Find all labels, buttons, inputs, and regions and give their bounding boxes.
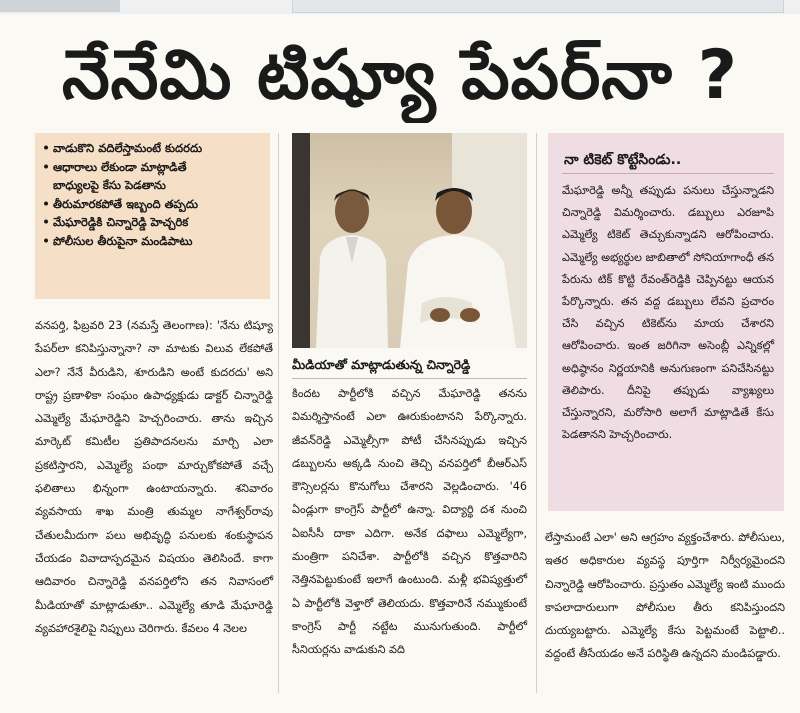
- highlight-text: బాధ్యులపై కేసు పెడతాను: [53, 178, 166, 192]
- highlight-text: మేఘారెడ్డికి చిన్నారెడ్డి హెచ్చరిక: [53, 215, 189, 229]
- highlight-text: వాడుకొని వదిలేస్తామంటే కుదరదు: [53, 141, 203, 155]
- bullet-icon: •: [42, 159, 50, 174]
- highlight-item: [39, 139, 264, 158]
- highlight-item: [39, 232, 264, 251]
- highlights-box: [35, 133, 270, 299]
- article-column-2: కిందట పార్టీలోకి వచ్చిన మేఘారెడ్డి తనను విమర్శిస్తానంటే ఎలా ఊరుకుంటానని పేర్కొన్నారు. జీవన్‌రెడ్డి ఎమ్మెల్సీగా పోటీ చేసినప్పుడు ఇచ్చిన డబ్బులను అక్కడి నుంచి తెచ్చి వనపర్తిలో బీఆర్ఎస్ కౌన్సిలర్లను కొనుగోలు చేశారని వెల్లడించారు. '46 ఏండ్లుగా కాంగ్రెస్ పార్టీలో ఉన్నా. విద్యార్థి దశ నుంచి ఏఐసీసీ దాకా ఎదిగా. అనేక దఫాలు ఎమ్మెల్యేగా, మంత్రిగా పనిచేశా. పార్టీలోకి వచ్చిన కొత్తవారిని నెత్తినపెట్టుకుంటే ఇలాగే ఉంటుంది. మళ్లీ భవిష్యత్తులో ఏ పార్టీలోకి వెళ్తారో తెలియదు. కొత్తవారినే నమ్ముకుంటే కాంగ్రెస్ పార్టీ నట్టేట మునుగుతుంది. పార్టీలో సీనియర్లను వాడుకుని వది: [292, 387, 527, 657]
- highlight-item: [39, 195, 264, 214]
- previous-article-strip: [0, 0, 800, 14]
- article-column-3: లేస్తామంటే ఎలా' అని ఆగ్రహం వ్యక్తంచేశారు. పోలీసులు, ఇతర అధికారుల వ్యవస్థ పూర్తిగా నిర్వీర్యమైందని చిన్నారెడ్డి ఆరోపించారు. ప్రస్తుతం ఎమ్మెల్యే ఇంటి ముందు కాపలాదారులుగా పోలీసుల తీరు కనిపిస్తుందని దుయ్యబట్టారు. ఎమ్మెల్యే కేసు పెట్టమంటే పెట్టాలి.. వద్దంటే తీసేయడం అనే పరిస్థితి ఉన్నదని మండిపడ్డారు.: [545, 531, 785, 661]
- column-rule: [278, 133, 279, 693]
- photo-caption: మీడియాతో మాట్లాడుతున్న చిన్నారెడ్డి: [292, 352, 527, 379]
- previous-article-box: [292, 0, 784, 13]
- highlight-text: తీరుమారకపోతే ఇబ్బంది తప్పదు: [53, 196, 198, 211]
- article-column-1: వనపర్తి, ఫిబ్రవరి 23 (నమస్తే తెలంగాణ): 'నేను టిష్యూ పేపర్‌లా కనిపిస్తున్నానా? నా మాటకు విలువ లేకపోతే ఎలా? నేనే వీరుడిని, శూరుడిని అంటే కుదరదు' అని రాష్ట్ర ప్రణాళికా సంఘం ఉపాధ్యక్షుడు డాక్టర్ చిన్నారెడ్డి ఎమ్మెల్యే మేఘారెడ్డిని హెచ్చరించారు. తాను ఇచ్చిన మార్కెట్ కమిటీల ప్రతిపాదనలను మార్చి ఎలా ప్రకటిస్తారని, ఎమ్మెల్యే పంథా మార్చుకోకపోతే వచ్చే ఫలితాలు భిన్నంగా ఉంటాయన్నారు. శనివారం వ్యవసాయ శాఖ మంత్రి తుమ్మల నాగేశ్వర్‌రావు చేతులమీదుగా పలు అభివృద్ధి పనులకు శంకుస్థాపన చేయడం వివాదాస్పదమైన విషయం తెలిసిందే. కాగా ఆదివారం చిన్నారెడ్డి వనపర్తిలోని తన నివాసంలో మీడియాతో మాట్లాడుతూ.. ఎమ్మెల్యే తూడి మేఘారెడ్డి వ్యవహారశైలిపై నిప్పులు చెరిగారు. కేవలం 4 నెలల: [35, 319, 273, 635]
- bullet-icon: •: [42, 196, 50, 211]
- bullet-icon: •: [42, 215, 50, 229]
- bullet-icon: •: [42, 141, 50, 155]
- person-right-figure: [392, 163, 522, 348]
- person-left-figure: [310, 173, 390, 348]
- highlight-item: [39, 158, 264, 177]
- highlight-item: [39, 213, 264, 232]
- article-headline: నేనేమి టిష్యూ పేపర్‌నా ?: [61, 36, 739, 115]
- highlight-text: పోలీసుల తీరుపైనా మండిపాటు: [53, 233, 193, 248]
- sidebar-title: నా టికెట్ కొట్టేసిండు..: [562, 147, 774, 174]
- highlight-text: ఆధారాలు లేకుండా మాట్లాడితే: [53, 159, 187, 174]
- photo-door-shadow: [292, 133, 310, 348]
- bullet-icon: •: [42, 233, 50, 248]
- highlight-item-continued: [39, 176, 264, 195]
- column-rule: [536, 133, 537, 693]
- previous-headline-fragment: [0, 0, 120, 12]
- sidebar-text: మేఘారెడ్డి అన్నీ తప్పుడు పనులు చేస్తున్నాడని చిన్నారెడ్డి విమర్శించారు. డబ్బులు ఎరజూపి ఎమ్మెల్యే టికెట్ తెచ్చుకున్నాడని ఆరోపించారు. ఎమ్మెల్యే అభ్యర్థుల జాబితాలో సోనియాగాంధీ తన పేరును టిక్ కొట్టి రేవంత్‌రెడ్డికి చెప్పినట్టు ఆయన పేర్కొన్నారు. తన వద్ద డబ్బులు లేవని ప్రచారం చేసి వచ్చిన టికెట్‌ను మాయ చేశారని ఆరోపించారు. ఇంత జరిగినా అసెంబ్లీ ఎన్నికల్లో అధిష్ఠానం నిర్ణయానికి అనుగుణంగా పనిచేసినట్టు తెలిపారు. దీనిపై తప్పుడు వ్యాఖ్యలు చేస్తున్నారని, మరోసారి అలాగే మాట్లాడితే కేసు పెడతానని హెచ్చరించారు.: [562, 184, 774, 442]
- sidebar-box: [548, 133, 784, 511]
- news-photo: [292, 133, 527, 348]
